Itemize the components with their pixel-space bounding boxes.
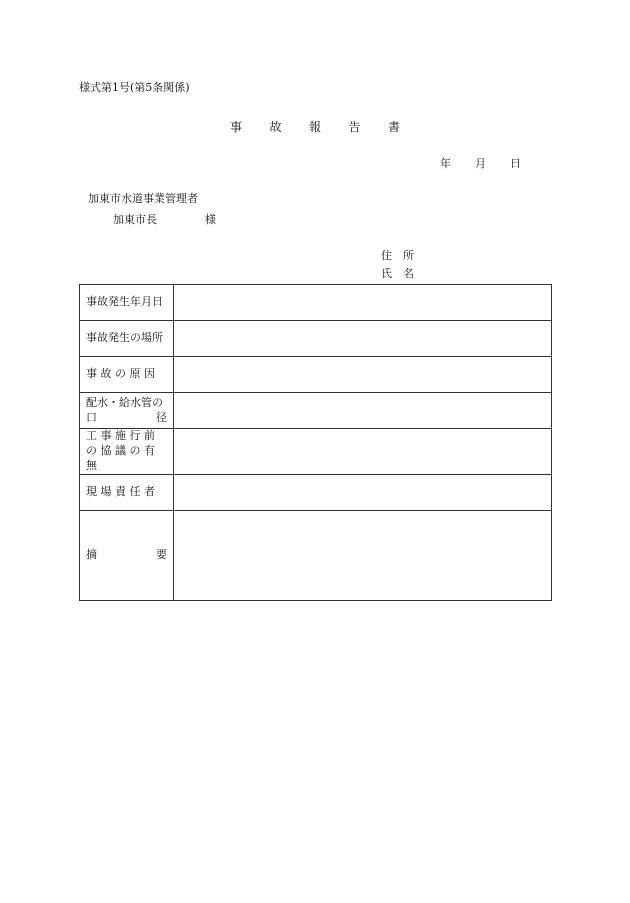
row-value-site-manager[interactable] — [174, 474, 552, 510]
sender-name-label: 氏 名 — [381, 267, 414, 280]
table-row — [80, 321, 552, 357]
row-label-pipe-diameter: 配水・給水管の 口 径 — [80, 393, 174, 429]
date-year-label: 年 — [440, 157, 451, 170]
table-row — [80, 510, 552, 600]
document-title — [230, 121, 400, 133]
form-number: 様式第1号(第5条関係) — [79, 81, 190, 94]
sender-address-label: 住 所 — [381, 249, 414, 262]
title-char: 書 — [387, 120, 400, 134]
row-value-pre-construction-consultation[interactable] — [174, 429, 552, 475]
row-label-site-manager: 現 場 責 任 者 — [80, 474, 174, 510]
title-char: 故 — [269, 120, 282, 134]
report-table — [79, 284, 552, 601]
title-char: 事 — [230, 120, 243, 134]
row-label-summary: 摘 要 — [80, 510, 174, 600]
row-label-accident-date: 事故発生年月日 — [80, 285, 174, 321]
row-label-accident-cause: 事 故 の 原 因 — [80, 357, 174, 393]
title-char: 報 — [308, 120, 321, 134]
row-label-pre-construction-consultation: 工 事 施 行 前 の 協 議 の 有 無 — [80, 429, 174, 475]
row-label-accident-location: 事故発生の場所 — [80, 321, 174, 357]
date-month-label: 月 — [475, 157, 486, 170]
date-line — [440, 158, 521, 169]
table-row — [80, 474, 552, 510]
row-value-summary[interactable] — [174, 510, 552, 600]
table-row — [80, 357, 552, 393]
row-value-accident-location[interactable] — [174, 321, 552, 357]
addressee-line-2 — [113, 214, 216, 225]
row-value-accident-cause[interactable] — [174, 357, 552, 393]
addressee-honorific: 様 — [205, 213, 216, 226]
title-char: 告 — [348, 120, 361, 134]
date-day-label: 日 — [510, 157, 521, 170]
table-row — [80, 429, 552, 475]
addressee-mayor: 加東市長 — [113, 213, 157, 226]
addressee-line-1: 加東市水道事業管理者 — [88, 192, 198, 205]
row-value-pipe-diameter[interactable] — [174, 393, 552, 429]
table-row — [80, 285, 552, 321]
table-row — [80, 393, 552, 429]
row-value-accident-date[interactable] — [174, 285, 552, 321]
